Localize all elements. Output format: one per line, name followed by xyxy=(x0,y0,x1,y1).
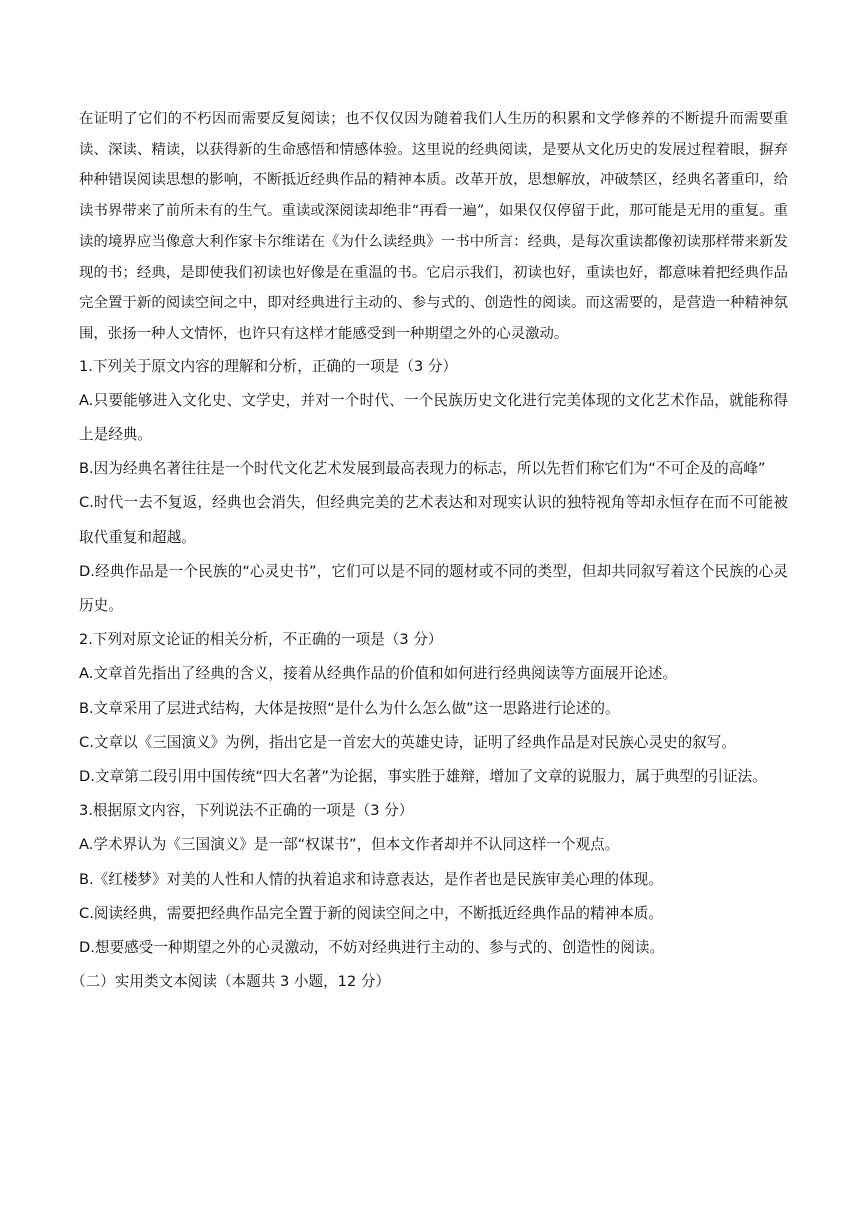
question-1 xyxy=(79,350,788,624)
question-3-option-a: A.学术界认为《三国演义》是一部“权谋书”，但本文作者却并不认同这样一个观点。 xyxy=(79,836,620,854)
question-3-stem: 3.根据原文内容，下列说法不正确的一项是（3 分） xyxy=(79,802,414,820)
question-2-option-b: B.文章采用了层进式结构，大体是按照“是什么为什么怎么做”这一思路进行论述的。 xyxy=(79,699,620,717)
question-3 xyxy=(79,794,788,965)
question-1-option-d: D.经典作品是一个民族的“心灵史书”，它们可以是不同的题材或不同的类型，但却共同叙写着这个民族的心灵历史。 xyxy=(79,562,788,615)
question-2-option-d: D.文章第二段引用中国传统“四大名著”为论据，事实胜于雄辩，增加了文章的说服力，属于典型的引证法。 xyxy=(79,768,767,786)
passage-text: 在证明了它们的不朽因而需要反复阅读；也不仅仅因为随着我们人生历的积累和文学修养的不断提升而需要重读、深读、精读，以获得新的生命感悟和情感体验。这里说的经典阅读，是要从文化历史的发展过程着眼，摒弃种种错误阅读思想的影响，不断抵近经典作品的精神本质。改革开放，思想解放，冲破禁区，经典名著重印，给读书界带来了前所未有的生气。重读或深阅读却绝非“再看一遍”，如果仅仅停留于此，那可能是无用的重复。重读的境界应当像意大利作家卡尔维诺在《为什么读经典》一书中所言：经典，是每次重读都像初读那样带来新发现的书；经典，是即使我们初读也好像是在重温的书。它启示我们，初读也好，重读也好，都意味着把经典作品完全置于新的阅读空间之中，即对经典进行主动的、参与式的、创造性的阅读。而这需要的，是营造一种精神氛围，张扬一种人文情怀，也许只有这样才能感受到一种期望之外的心灵激动。 xyxy=(79,111,788,342)
section-title: （二）实用类文本阅读（本题共 3 小题，12 分） xyxy=(71,973,391,991)
question-1-stem: 1.下列关于原文内容的理解和分析，正确的一项是（3 分） xyxy=(79,357,458,375)
question-1-option-b: B.因为经典名著往往是一个时代文化艺术发展到最高表现力的标志，所以先哲们称它们为“不可企及的高峰” xyxy=(79,460,766,478)
question-3-option-b: B.《红楼梦》对美的人性和人情的执着追求和诗意表达，是作者也是民族审美心理的体现。 xyxy=(79,870,663,888)
question-2 xyxy=(79,623,788,794)
question-2-option-c: C.文章以《三国演义》为例，指出它是一首宏大的英雄史诗，证明了经典作品是对民族心灵史的叙写。 xyxy=(79,733,736,751)
question-1-option-a: A.只要能够进入文化史、文学史，并对一个时代、一个民族历史文化进行完美体现的文化艺术作品，就能称得上是经典。 xyxy=(79,391,788,444)
question-2-stem: 2.下列对原文论证的相关分析，不正确的一项是（3 分） xyxy=(79,631,443,649)
question-3-option-c: C.阅读经典，需要把经典作品完全置于新的阅读空间之中，不断抵近经典作品的精神本质。 xyxy=(79,904,663,922)
question-1-option-c: C.时代一去不复返，经典也会消失，但经典完美的艺术表达和对现实认识的独特视角等却永恒存在而不可能被取代重复和超越。 xyxy=(79,494,788,546)
question-2-option-a: A.文章首先指出了经典的含义，接着从经典作品的价值和如何进行经典阅读等方面展开论述。 xyxy=(79,665,678,683)
question-3-option-d: D.想要感受一种期望之外的心灵激动，不妨对经典进行主动的、参与式的、创造性的阅读。 xyxy=(79,939,665,957)
